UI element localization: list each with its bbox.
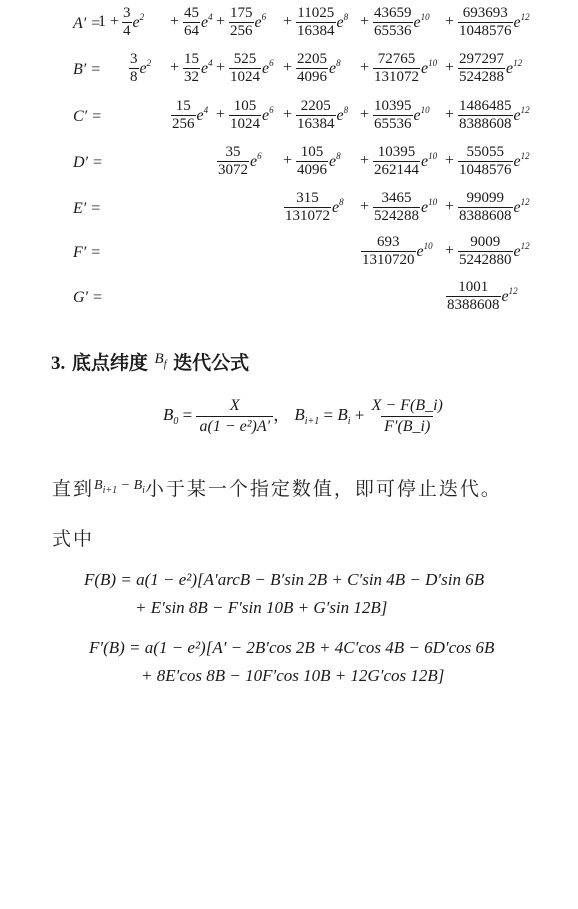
coefficient-term: $\frac{3}{8}$ $e^2$	[130, 50, 152, 85]
coefficient-term: + $\frac{2205}{4096}$ $e^8$	[283, 50, 341, 85]
f-formula-line1: F(B) = a(1 − e²)[A′arcB − B′sin 2B + C′sin 4B − D′sin 6B	[84, 570, 485, 589]
coefficient-term: + $\frac{10395}{262144}$ $e^{10}$	[360, 143, 438, 178]
iteration-formula: $B_0$ = $\frac{X}{\text{a(1 − e²)A′}}$ ， $B_{i+1} = B_i$ + $\frac{X - F(B\_i)}{F'(B\_i)}$	[163, 396, 446, 437]
stop-text-before: 直到	[52, 478, 95, 500]
coefficient-label: F′ =	[73, 244, 102, 261]
coefficient-row-b	[0, 48, 578, 88]
formula-separator: ，	[273, 405, 291, 425]
b0-fraction	[196, 396, 273, 437]
b0-denominator: a(1 − e²)A′	[196, 416, 273, 437]
stop-expression: Bi+1 − Bi	[94, 478, 145, 496]
section-title-part2: 迭代公式	[173, 352, 250, 374]
fprime-formula-line1: F′(B) = a(1 − e²)[A′ − 2B′cos 2B + 4C′cos 4B − 6D′cos 6B	[89, 638, 495, 657]
section-title-part1: 底点纬度	[71, 352, 148, 374]
coefficient-term: $\frac{35}{3072}$ $e^6$	[218, 143, 262, 178]
coefficient-row-g	[0, 276, 578, 316]
coefficient-term: 1 + $\frac{3}{4}$ $e^2$	[98, 4, 145, 39]
section-heading	[51, 348, 249, 375]
b0-numerator: X	[229, 397, 240, 414]
coefficient-row-c	[0, 95, 578, 135]
bi-fraction	[369, 396, 446, 437]
coefficient-label: B′ =	[73, 61, 102, 78]
coefficient-term: + $\frac{3465}{524288}$ $e^{10}$	[360, 189, 438, 224]
coefficient-term: + $\frac{99099}{8388608}$ $e^{12}$	[445, 189, 530, 224]
coefficient-term: + $\frac{2205}{16384}$ $e^8$	[283, 97, 349, 132]
coefficient-label: E′ =	[73, 200, 102, 217]
coefficient-row-d	[0, 141, 578, 181]
coefficient-label: A′ =	[73, 15, 102, 32]
coefficient-term: + $\frac{693693}{1048576}$ $e^{12}$	[445, 4, 530, 39]
coefficient-term: $\frac{693}{1310720}$ $e^{10}$	[362, 233, 433, 268]
bi-denominator: F′(B_i)	[381, 416, 433, 437]
coefficient-term: + $\frac{45}{64}$ $e^4$	[170, 4, 213, 39]
bi-lhs: $B_{i+1}$	[294, 405, 320, 428]
coefficient-term: + $\frac{175}{256}$ $e^6$	[216, 4, 267, 39]
coefficient-term: + $\frac{43659}{65536}$ $e^{10}$	[360, 4, 430, 39]
stop-condition-text	[52, 474, 502, 501]
section-number: 3.	[51, 353, 66, 374]
section-symbol: Bf	[154, 351, 167, 370]
b0-lhs: $B_0$	[163, 405, 179, 428]
coefficient-label: C′ =	[73, 108, 102, 125]
coefficient-term: $\frac{315}{131072}$ $e^8$	[285, 189, 344, 224]
bi-rhs: $B_i$	[337, 405, 351, 428]
coefficient-term: + $\frac{525}{1024}$ $e^6$	[216, 50, 274, 85]
coefficient-row-a	[0, 2, 578, 42]
coefficient-term: + $\frac{297297}{524288}$ $e^{12}$	[445, 50, 523, 85]
coefficient-row-e	[0, 187, 578, 227]
coefficient-term: $\frac{1001}{8388608}$ $e^{12}$	[447, 278, 518, 313]
coefficient-term: + $\frac{9009}{5242880}$ $e^{12}$	[445, 233, 530, 268]
stop-text-after: 小于某一个指定数值，即可停止迭代。	[144, 478, 502, 500]
coefficient-term: + $\frac{72765}{131072}$ $e^{10}$	[360, 50, 438, 85]
coefficient-label: D′ =	[73, 154, 103, 171]
bi-numerator: X − F(B_i)	[371, 397, 443, 414]
coefficient-term: + $\frac{15}{32}$ $e^4$	[170, 50, 213, 85]
coefficient-term: $\frac{15}{256}$ $e^4$	[172, 97, 209, 132]
coefficient-term: + $\frac{1486485}{8388608}$ $e^{12}$	[445, 97, 530, 132]
where-label: 式中	[52, 528, 95, 550]
coefficient-term: + $\frac{105}{1024}$ $e^6$	[216, 97, 274, 132]
coefficient-term: + $\frac{55055}{1048576}$ $e^{12}$	[445, 143, 530, 178]
coefficient-term: + $\frac{10395}{65536}$ $e^{10}$	[360, 97, 430, 132]
coefficient-term: + $\frac{11025}{16384}$ $e^8$	[283, 4, 349, 39]
coefficient-term: + $\frac{105}{4096}$ $e^8$	[283, 143, 341, 178]
fprime-formula-line2: + 8E′cos 8B − 10F′cos 10B + 12G′cos 12B]	[141, 666, 445, 685]
coefficient-row-f	[0, 231, 578, 271]
f-formula-line2: + E′sin 8B − F′sin 10B + G′sin 12B]	[135, 598, 388, 617]
coefficient-label: G′ =	[73, 289, 103, 306]
